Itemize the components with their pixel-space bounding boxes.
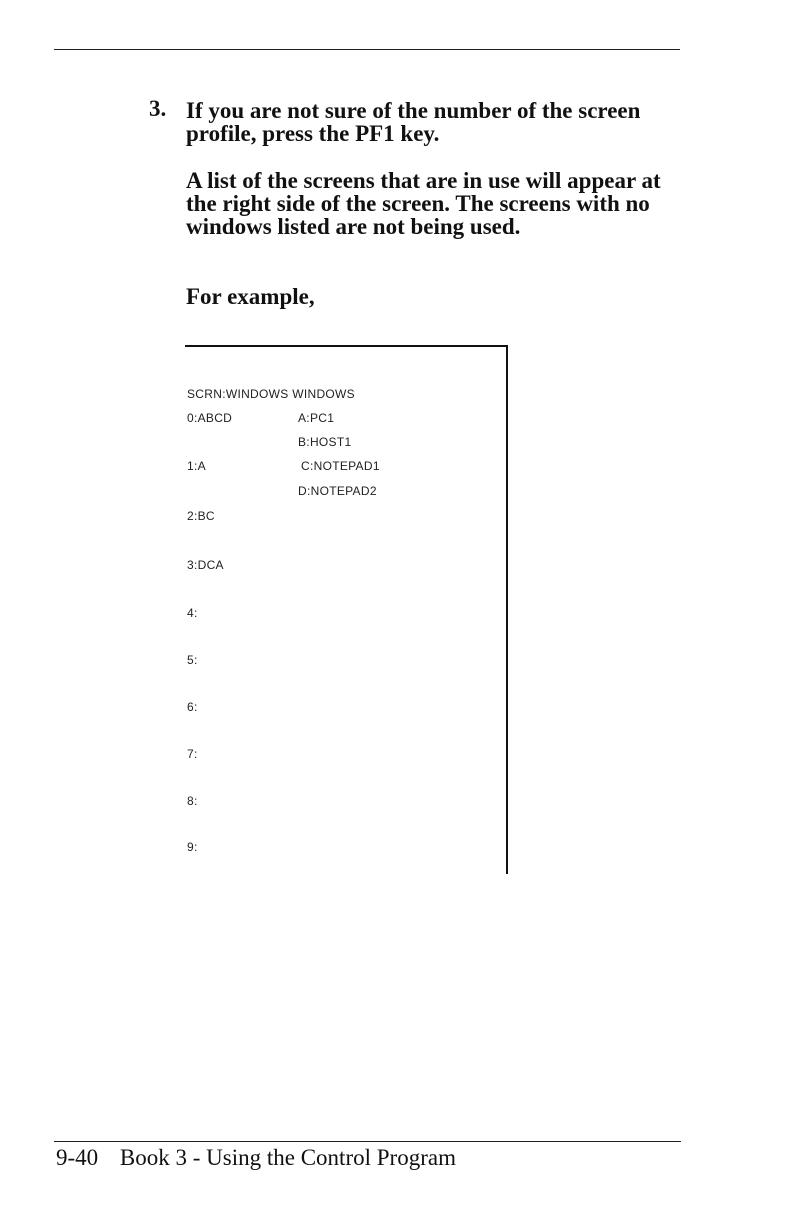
screen-cell: 5:	[187, 653, 198, 667]
screen-cell: 3:DCA	[187, 558, 224, 572]
screen-example-frame	[185, 345, 508, 874]
window-cell: D:NOTEPAD2	[298, 484, 377, 498]
window-cell: A:PC1	[298, 411, 335, 425]
step-instruction: If you are not sure of the number of the screen profile, press the PF1 key.	[186, 98, 641, 146]
window-cell: B:HOST1	[298, 435, 352, 449]
screen-list-header: SCRN:WINDOWS WINDOWS	[187, 387, 355, 401]
window-cell: C:NOTEPAD1	[301, 459, 380, 473]
top-rule	[54, 49, 680, 50]
bottom-rule	[54, 1141, 681, 1142]
page-footer	[56, 1145, 456, 1171]
screen-cell: 1:A	[187, 459, 206, 473]
step-number: 3.	[149, 96, 167, 121]
screen-cell: 9:	[187, 840, 198, 854]
example-intro: For example,	[186, 284, 315, 309]
screen-cell: 4:	[187, 606, 198, 620]
book-title: Book 3 - Using the Control Program	[119, 1145, 456, 1170]
page-number: 9-40	[56, 1145, 99, 1170]
screen-cell: 2:BC	[187, 509, 215, 523]
screen-cell: 6:	[187, 700, 198, 714]
screen-cell: 0:ABCD	[187, 411, 233, 425]
step-explanation: A list of the screens that are in use will appear at the right side of the screen. The screens with no windows listed are not being used.	[186, 168, 661, 239]
screen-cell: 7:	[187, 747, 198, 761]
screen-cell: 8:	[187, 794, 198, 808]
